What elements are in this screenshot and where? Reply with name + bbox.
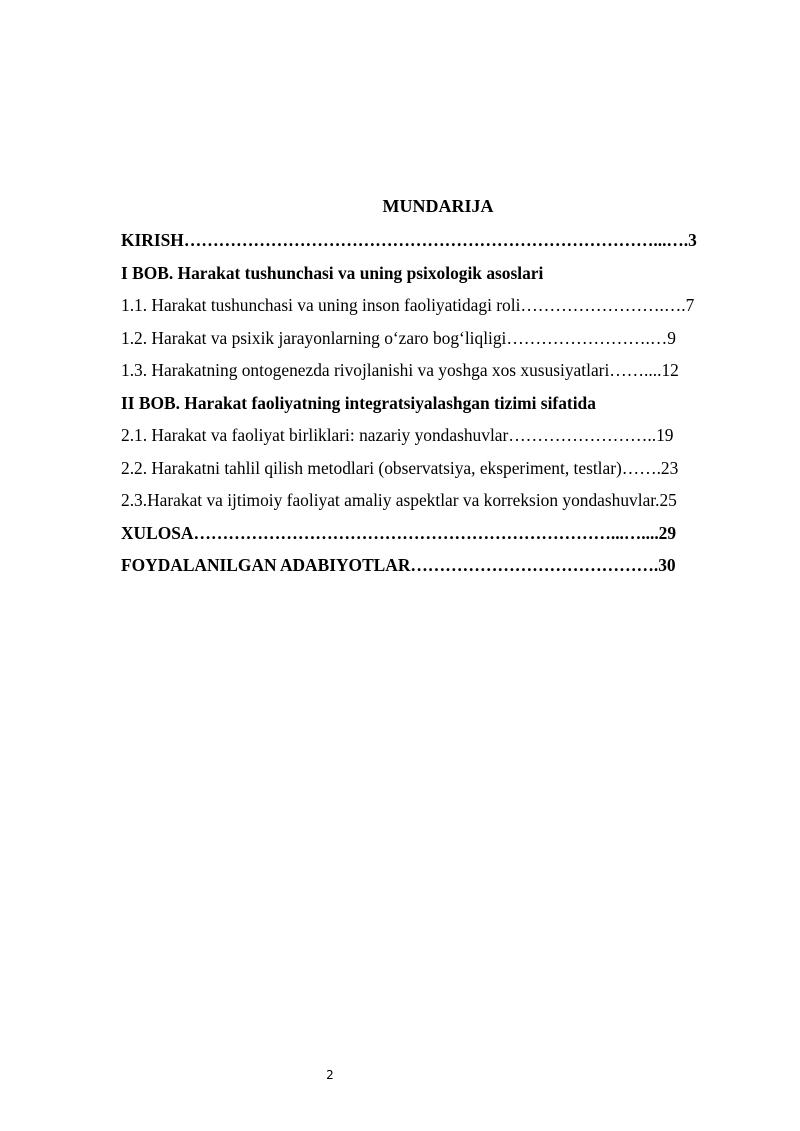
toc-entry-1-1: 1.1. Harakat tushunchasi va uning inson faoliyatidagi roli…………………….….7 (121, 295, 695, 315)
table-of-contents (121, 226, 727, 584)
toc-entry-2-3: 2.3.Harakat va ijtimoiy faoliyat amaliy aspektlar va korreksion yondashuvlar.25 (121, 490, 677, 510)
toc-entry-2-1: 2.1. Harakat va faoliyat birliklari: nazariy yondashuvlar……………………..19 (121, 425, 674, 445)
toc-entry-chapter-1: I BOB. Harakat tushunchasi va uning psixologik asoslari (121, 262, 544, 283)
toc-entry-1-2: 1.2. Harakat va psixik jarayonlarning o‘zaro bog‘liqligi…………………….…9 (121, 327, 676, 348)
toc-entry-1-3: 1.3. Harakatning ontogenezda rivojlanishi va yoshga xos xususiyatlari……....12 (121, 360, 679, 380)
toc-entry-2-2: 2.2. Harakatni tahlil qilish metodlari (observatsiya, eksperiment, testlar)…….23 (121, 457, 679, 478)
toc-entry-xulosa: XULOSA………………………………………………………………...…....29 (121, 522, 677, 543)
toc-entry-references: FOYDALANILGAN ADABIYOTLAR…………………………………….30 (121, 555, 676, 575)
toc-title: MUNDARIJA (382, 196, 494, 216)
toc-entry-chapter-2: II BOB. Harakat faoliyatning integratsiyalashgan tizimi sifatida (121, 392, 596, 413)
page-number: 2 (326, 1068, 334, 1082)
toc-entry-kirish: KIRISH………………………………………………………………………...….3 (121, 230, 697, 250)
